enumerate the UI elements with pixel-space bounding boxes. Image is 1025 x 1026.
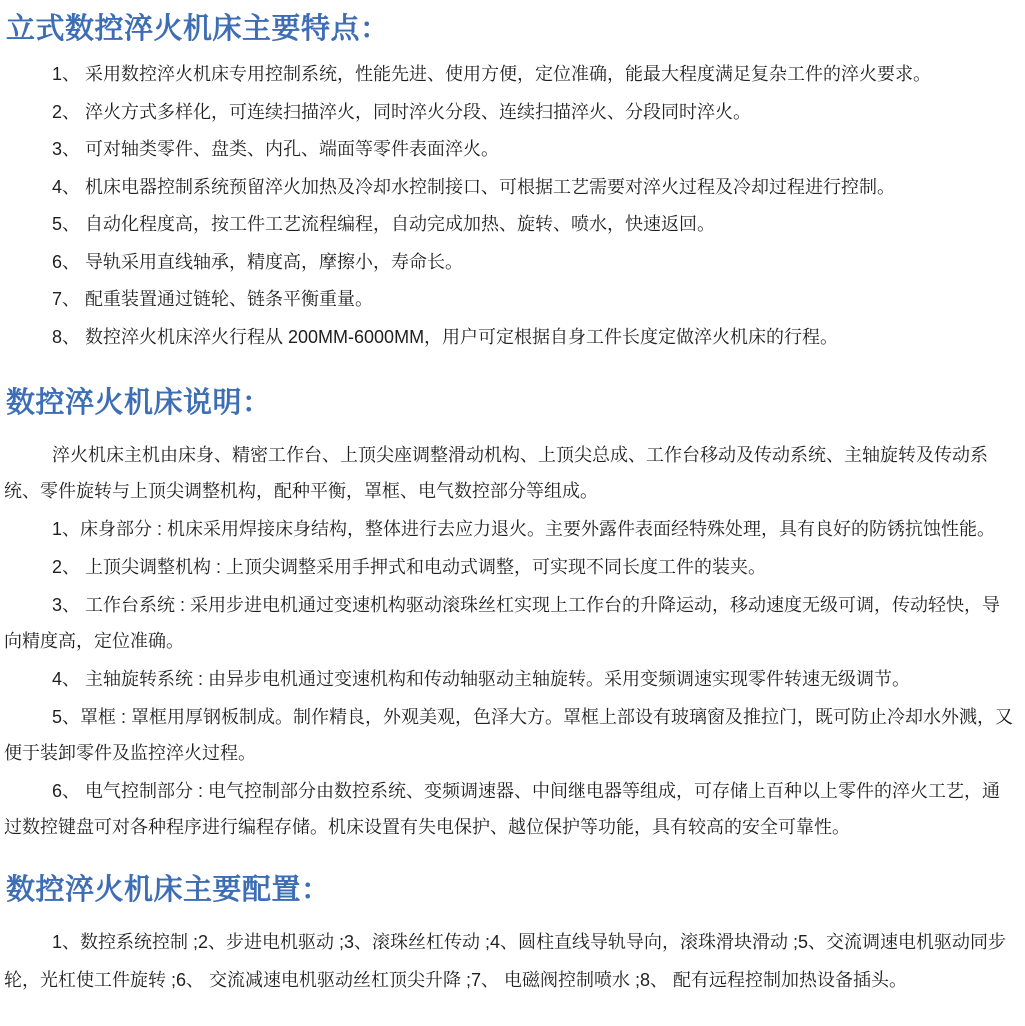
section-features bbox=[4, 12, 1016, 356]
description-paragraph-1: 淬火机床主机由床身、精密工作台、上顶尖座调整滑动机构、上顶尖总成、工作台移动及传动系统、主轴旋转及传动系统、零件旋转与上顶尖调整机构，配种平衡，罩框、电气数控部分等组成。 bbox=[4, 445, 988, 501]
description-paragraph-4: 3、 工作台系统 : 采用步进电机通过变速机构驱动滚珠丝杠实现上工作台的升降运动，移动速度无级可调，传动轻快，导向精度高，定位准确。 bbox=[4, 595, 1001, 651]
description-paragraph-2: 1、床身部分 : 机床采用焊接床身结构，整体进行去应力退火。主要外露件表面经特殊处理，具有良好的防锈抗蚀性能。 bbox=[52, 519, 996, 539]
section-description bbox=[4, 386, 1016, 847]
features-paragraph-7: 7、 配重装置通过链轮、链条平衡重量。 bbox=[52, 289, 374, 309]
description-paragraph-5: 4、 主轴旋转系统 : 由异步电机通过变速机构和传动轴驱动主轴旋转。采用变频调速实现零件转速无级调节。 bbox=[52, 669, 911, 689]
configuration-paragraph-1: 1、数控系统控制 ;2、步进电机驱动 ;3、滚珠丝杠传动 ;4、圆柱直线导轨导向，滚珠滑块滑动 ;5、交流调速电机驱动同步轮，光杠使工件旋转 ;6、 交流减速电机驱动丝杠顶尖升降 ;7、 电磁阀控制喷水 ;8、 配有远程控制加热设备插头。 bbox=[4, 932, 1007, 990]
features-paragraph-3: 3、 可对轴类零件、盘类、内孔、端面等零件表面淬火。 bbox=[52, 139, 500, 159]
features-paragraph-8: 8、 数控淬火机床淬火行程从 200MM-6000MM，用户可定根据自身工件长度定做淬火机床的行程。 bbox=[52, 326, 839, 347]
section-heading-description: 数控淬火机床说明： bbox=[6, 387, 272, 419]
features-paragraph-1: 1、 采用数控淬火机床专用控制系统，性能先进、使用方便，定位准确，能最大程度满足复杂工件的淬火要求。 bbox=[52, 64, 932, 84]
section-heading-configuration: 数控淬火机床主要配置： bbox=[6, 874, 331, 906]
features-paragraph-5: 5、 自动化程度高，按工件工艺流程编程，自动完成加热、旋转、喷水，快速返回。 bbox=[52, 214, 716, 234]
features-paragraph-2: 2、 淬火方式多样化，可连续扫描淬火，同时淬火分段、连续扫描淬火、分段同时淬火。 bbox=[52, 101, 752, 122]
description-paragraph-6: 5、罩框 : 罩框用厚钢板制成。制作精良，外观美观，色泽大方。罩框上部设有玻璃窗及推拉门，既可防止冷却水外溅，又便于装卸零件及监控淬火过程。 bbox=[4, 707, 1014, 763]
features-paragraph-4: 4、 机床电器控制系统预留淬火加热及冷却水控制接口、可根据工艺需要对淬火过程及冷却过程进行控制。 bbox=[52, 176, 896, 197]
section-heading-features: 立式数控淬火机床主要特点： bbox=[6, 13, 390, 45]
description-paragraph-7: 6、 电气控制部分 : 电气控制部分由数控系统、变频调速器、中间继电器等组成，可存储上百种以上零件的淬火工艺，通过数控键盘可对各种程序进行编程存储。机床设置有失电保护、越位保护等功能，具有较高的安全可靠性。 bbox=[4, 781, 1001, 837]
section-configuration bbox=[4, 873, 1016, 999]
features-paragraph-6: 6、 导轨采用直线轴承，精度高，摩擦小，寿命长。 bbox=[52, 251, 464, 272]
description-paragraph-3: 2、 上顶尖调整机构 : 上顶尖调整采用手押式和电动式调整，可实现不同长度工件的装夹。 bbox=[52, 557, 767, 577]
